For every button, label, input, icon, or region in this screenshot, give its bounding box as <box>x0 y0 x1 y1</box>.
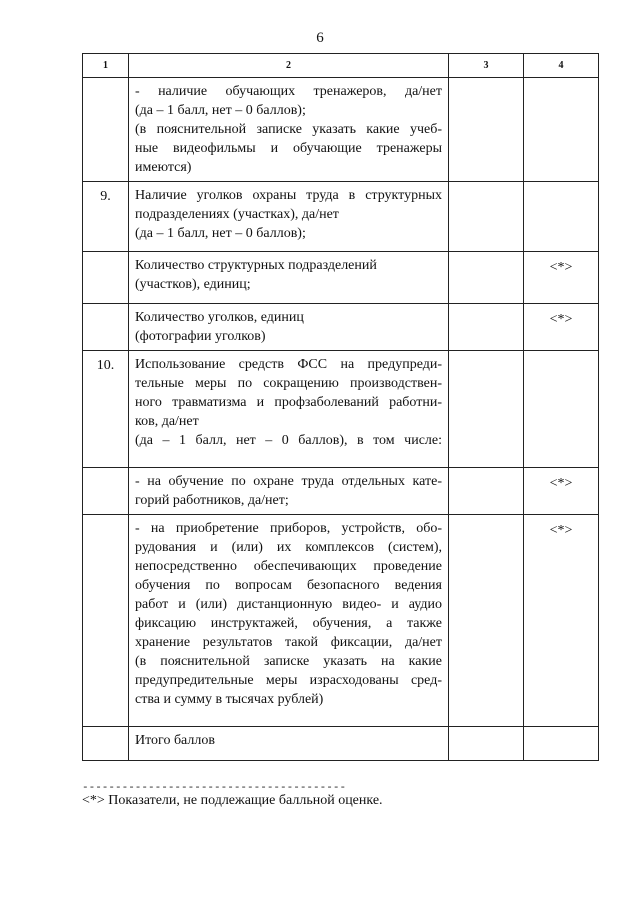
description-line: хранение результатов такой фиксации, да/нет <box>135 635 442 650</box>
row-description-cell <box>129 252 449 304</box>
row-number-cell: 9. <box>83 182 129 252</box>
description-line: Итого баллов <box>135 733 215 748</box>
description-line: имеются) <box>135 160 192 175</box>
description-line: ного травматизма и профзаболеваний работни- <box>135 395 442 410</box>
column-3-cell <box>449 351 524 468</box>
header-cell-4: 4 <box>524 54 599 78</box>
row-number-cell <box>83 515 129 727</box>
column-3-cell <box>449 515 524 727</box>
description-line: ков, да/нет <box>135 414 199 429</box>
description-line: обучения по вопросам безопасного ведения <box>135 578 442 593</box>
column-3-cell <box>449 304 524 351</box>
footnote-separator: ---------------------------------------- <box>82 782 347 794</box>
column-4-cell <box>524 182 599 252</box>
description-line: подразделениях (участках), да/нет <box>135 207 339 222</box>
description-line: ства и сумму в тысячах рублей) <box>135 692 324 707</box>
row-number-cell <box>83 727 129 761</box>
description-line: (да – 1 балл, нет – 0 баллов), в том числе: <box>135 433 442 448</box>
column-4-cell <box>524 78 599 182</box>
description-line: предупредительные меры израсходованы сред- <box>135 673 442 688</box>
description-line: Наличие уголков охраны труда в структурных <box>135 188 442 203</box>
header-cell-2: 2 <box>129 54 449 78</box>
table-row <box>83 727 599 761</box>
table-row <box>83 515 599 727</box>
description-line: Количество структурных подразделений <box>135 258 377 273</box>
column-3-cell <box>449 727 524 761</box>
table-row <box>83 304 599 351</box>
description-line: Использование средств ФСС на предупреди- <box>135 357 442 372</box>
description-line: Количество уголков, единиц <box>135 310 304 325</box>
row-description-cell <box>129 304 449 351</box>
description-line: ные видеофильмы и обучающие тренажеры <box>135 141 442 156</box>
description-line: (участков), единиц; <box>135 277 251 292</box>
description-line: - наличие обучающих тренажеров, да/нет <box>135 84 442 99</box>
row-description-cell <box>129 78 449 182</box>
description-line: рудования и (или) их комплексов (систем), <box>135 540 442 555</box>
description-line: тельные меры по сокращению производствен- <box>135 376 442 391</box>
description-line: непосредственно обеспечивающих проведение <box>135 559 442 574</box>
row-description-cell <box>129 351 449 468</box>
table-row <box>83 351 599 468</box>
description-line: (да – 1 балл, нет – 0 баллов); <box>135 103 306 118</box>
page-number: 6 <box>316 30 324 46</box>
description-line: работ и (или) дистанционную видео- и аудио <box>135 597 442 612</box>
row-description-cell <box>129 727 449 761</box>
row-number-cell: 10. <box>83 351 129 468</box>
description-line: (в пояснительной записке указать какие учеб- <box>135 122 442 137</box>
column-4-cell: <*> <box>524 252 599 304</box>
row-number-cell <box>83 78 129 182</box>
table-row <box>83 252 599 304</box>
column-3-cell <box>449 252 524 304</box>
column-4-cell: <*> <box>524 304 599 351</box>
table-header-row <box>83 54 599 78</box>
header-cell-1: 1 <box>83 54 129 78</box>
indicators-table <box>82 53 599 761</box>
table-row <box>83 468 599 515</box>
column-4-cell: <*> <box>524 515 599 727</box>
description-line: - на обучение по охране труда отдельных кате- <box>135 474 442 489</box>
column-4-cell <box>524 727 599 761</box>
description-line: (фотографии уголков) <box>135 329 266 344</box>
column-3-cell <box>449 468 524 515</box>
row-description-cell <box>129 468 449 515</box>
description-line: - на приобретение приборов, устройств, обо- <box>135 521 442 536</box>
row-number-cell <box>83 468 129 515</box>
description-line: фиксацию инструктажей, обучения, а также <box>135 616 442 631</box>
row-description-cell <box>129 182 449 252</box>
column-4-cell <box>524 351 599 468</box>
column-4-cell: <*> <box>524 468 599 515</box>
header-cell-3: 3 <box>449 54 524 78</box>
column-3-cell <box>449 182 524 252</box>
table-row <box>83 182 599 252</box>
description-line: горий работников, да/нет; <box>135 493 289 508</box>
footnote-text: <*> Показатели, не подлежащие балльной оценке. <box>82 793 383 808</box>
table-row <box>83 78 599 182</box>
row-description-cell <box>129 515 449 727</box>
row-number-cell <box>83 304 129 351</box>
description-line: (да – 1 балл, нет – 0 баллов); <box>135 226 306 241</box>
row-number-cell <box>83 252 129 304</box>
description-line: (в пояснительной записке указать на какие <box>135 654 442 669</box>
column-3-cell <box>449 78 524 182</box>
